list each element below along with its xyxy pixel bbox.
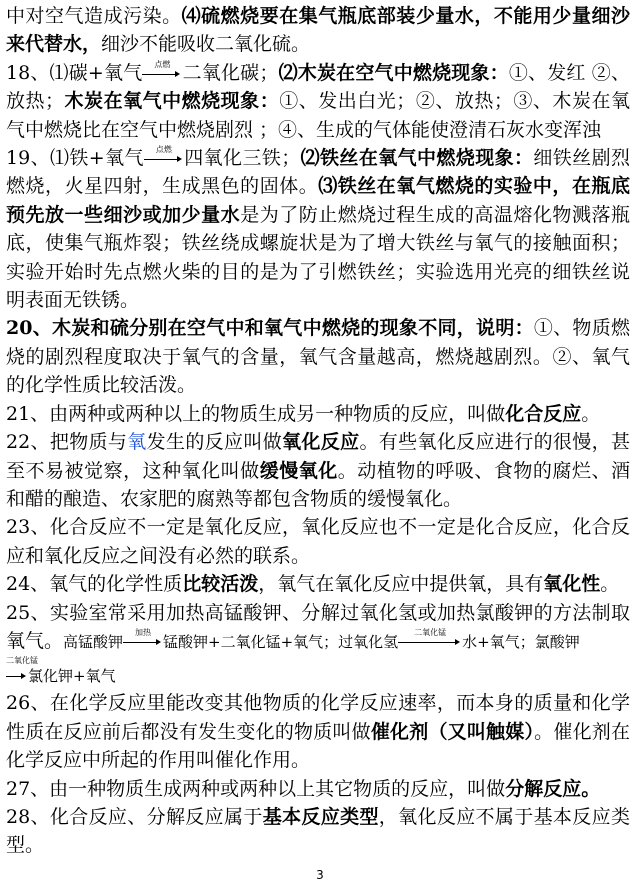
bold-text: 催化剂（又叫触媒） xyxy=(370,720,535,743)
paragraph-19 xyxy=(6,144,630,314)
text: 细沙不能吸收二氧化硫。 xyxy=(101,33,311,56)
paragraph-25 xyxy=(6,599,630,657)
document-body xyxy=(6,0,630,860)
paragraph-23 xyxy=(6,513,630,570)
arrow-condition: 加热 xyxy=(135,627,152,637)
text: 22、把物质与 xyxy=(6,431,128,454)
bold-text: 化合反应 xyxy=(505,402,582,425)
text: 26、在化学反应里能改变其他物质的化学反应速率，而本身的质量和化学性质在反应前后都没有发生变化的物质叫做 xyxy=(6,692,630,743)
text: ，氧化反应不属于基本反应类型。 xyxy=(6,805,630,857)
text: 。有些氧化反应进行的很慢，甚至不易被觉察，这种氧化叫做 xyxy=(6,431,630,482)
bold-text: 分解反应。 xyxy=(505,777,601,800)
bold-text: 基本反应类型 xyxy=(262,805,379,828)
reaction-arrow xyxy=(144,145,184,164)
text: 23、化合反应不一定是氧化反应，氧化反应也不一定是化合反应，化合反应和氧化反应之间没有必然的联系。 xyxy=(6,516,630,567)
text: 。催化剂在化学反应中所起的作用叫催化作用。 xyxy=(6,720,630,772)
reaction-arrow xyxy=(142,59,182,79)
paragraph-17-cont xyxy=(6,2,630,59)
bold-text: 比较活泼 xyxy=(182,573,259,596)
text: 19、⑴铁+氧气 xyxy=(6,147,144,170)
paragraph-22 xyxy=(6,428,630,513)
bold-text: ⑶铁丝在氧气燃烧的实验中，在瓶底预先放一些细沙或加少量水 xyxy=(6,175,630,226)
text: 21、由两种或两种以上的物质生成另一种物质的反应，叫做 xyxy=(6,402,506,425)
paragraph-21 xyxy=(6,400,630,428)
paragraph-26 xyxy=(6,689,630,774)
text: 。 xyxy=(581,402,601,425)
text: 锰酸钾+二氧化锰+氧气；过氧化氢 xyxy=(163,632,399,651)
text: 28、化合反应、分解反应属于 xyxy=(6,805,263,828)
bold-text: ⑵铁丝在氧气中燃烧现象： xyxy=(300,147,534,170)
text: 高锰酸钾 xyxy=(63,632,124,651)
text: 二氧化碳； xyxy=(182,61,279,84)
text: 24、氧气的化学性质 xyxy=(6,573,183,596)
text: 发生的反应叫做 xyxy=(146,431,283,454)
paragraph-25-equation xyxy=(6,656,630,685)
text: ①、发出白光；②、放热；③、木炭在氧气中燃烧比在空气中燃烧剧烈 ；④、生成的气体能使澄清石灰水变浑浊 xyxy=(6,90,630,141)
bold-text: 氧化性 xyxy=(543,573,601,596)
text: 中对空气造成污染。 xyxy=(6,5,182,27)
text: 18、⑴碳+氧气 xyxy=(6,61,143,84)
bold-text: 木炭在氧气中燃烧现象： xyxy=(64,90,280,113)
text: 细铁丝剧烈燃烧，火星四射，生成黑色的固体。 xyxy=(6,147,630,198)
arrow-condition: 点燃 xyxy=(155,145,172,155)
paragraph-27 xyxy=(6,775,630,803)
reaction-arrow xyxy=(6,671,28,681)
arrow-condition: 点燃 xyxy=(154,59,171,69)
paragraph-18 xyxy=(6,59,630,144)
highlight-text: 氧 xyxy=(127,431,147,454)
arrow-condition: 二氧化锰 xyxy=(414,627,447,637)
text: 25、实验室常采用加热高锰酸钾、分解过氧化氢或加热氯酸钾的方法制取氧气。 xyxy=(6,601,630,652)
text: ①、发红 ②、放热； xyxy=(6,61,630,113)
arrow-condition: 二氧化锰 xyxy=(6,656,38,666)
paragraph-28 xyxy=(6,803,630,860)
reaction-arrow xyxy=(123,627,163,647)
text: 27、由一种物质生成两种或两种以上其它物质的反应，叫做 xyxy=(6,777,506,800)
page-number: 3 xyxy=(316,868,324,882)
text: 氯化钾+氧气 xyxy=(28,667,116,686)
text: 。 xyxy=(600,573,620,596)
bold-text: 20、木炭和硫分别在空气中和氧气中燃烧的现象不同，说明： xyxy=(6,317,534,340)
text: 四氧化三铁； xyxy=(183,147,301,170)
bold-text: ⑷硫燃烧要在集气瓶底部装少量水，不能用少量细沙来代替水， xyxy=(6,5,630,56)
text: ①、物质燃烧的剧烈程度取决于氧气的含量，氧气含量越高，燃烧越剧烈。②、氧气的化学性质比较活泼。 xyxy=(6,317,630,397)
bold-text: 缓慢氧化 xyxy=(259,459,338,482)
bold-text: 氧化反应 xyxy=(282,431,360,454)
text: 水+氧气；氯酸钾 xyxy=(462,632,580,651)
text: ，氧气在氧化反应中提供氧，具有 xyxy=(258,573,544,596)
text: 。动植物的呼吸、食物的腐烂、酒和醋的酿造、农家肥的腐熟等都包含物质的缓慢氧化。 xyxy=(6,459,630,510)
paragraph-24 xyxy=(6,570,630,598)
bold-text: ⑵木炭在空气中燃烧现象： xyxy=(278,61,509,84)
paragraph-20 xyxy=(6,314,630,399)
reaction-arrow xyxy=(398,627,462,647)
text: 是为了防止燃烧过程生成的高温熔化物溅落瓶底，使集气瓶炸裂；铁丝绕成螺旋状是为了增大铁丝与氧气的接触面积；实验开始时先点燃火柴的目的是为了引燃铁丝；实验选用光亮的细铁丝说明表面无铁锈。 xyxy=(6,203,630,312)
